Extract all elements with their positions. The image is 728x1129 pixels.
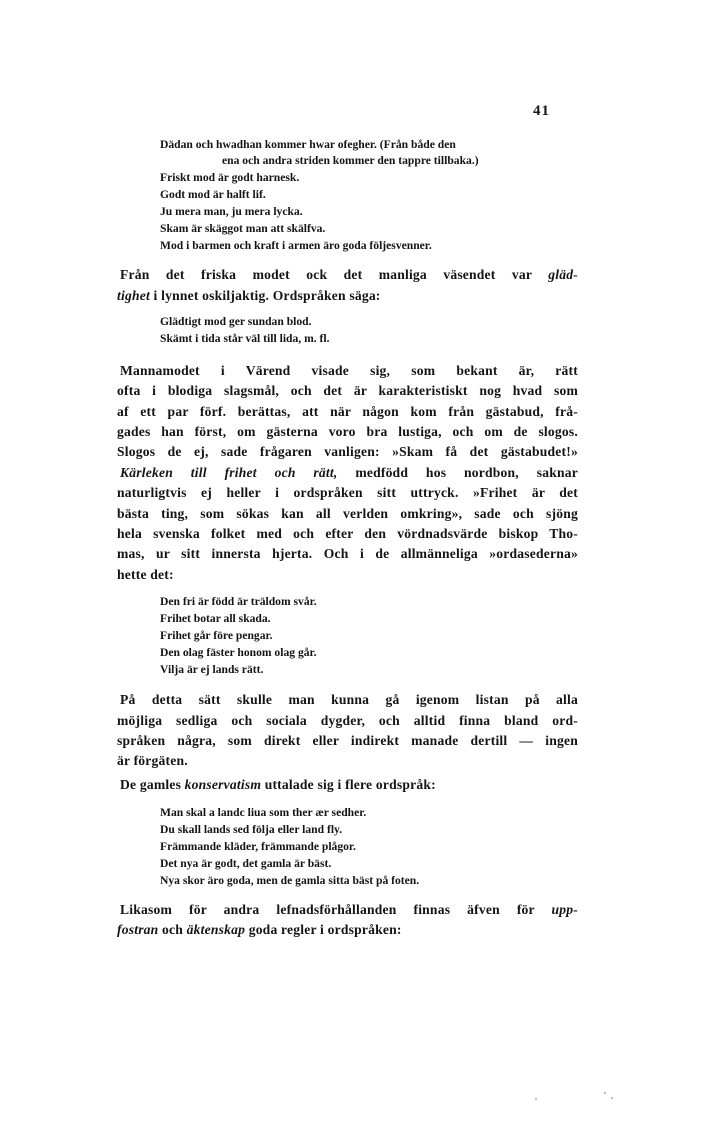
paragraph-line — [120, 464, 578, 482]
paragraph-line: af ett par förf. berättas, att när någon kom från gästabud, frå- — [117, 404, 578, 419]
paragraph-line — [117, 921, 402, 939]
paragraph-line — [120, 266, 578, 284]
proverb-line: Friskt mod är godt harnesk. — [160, 171, 300, 184]
proverb-line: Vilja är ej lands rätt. — [160, 663, 264, 676]
scan-speck — [611, 1097, 613, 1099]
proverb-line: Glädtigt mod ger sundan blod. — [160, 315, 312, 328]
emphasis: äktenskap — [186, 922, 246, 937]
emphasis: Kärleken till frihet och rätt, — [120, 465, 338, 480]
proverb-line: Ju mera man, ju mera lycka. — [160, 205, 303, 218]
paragraph-line: hela svenska folket med och efter den vördnadsvärde biskop Tho- — [117, 526, 578, 541]
emphasis: konservatism — [184, 777, 262, 792]
emphasis: tighet — [117, 288, 150, 303]
text: och — [158, 922, 187, 937]
paragraph-line: På detta sätt skulle man kunna gå igenom listan på alla — [120, 692, 578, 707]
proverb-line: Den fri är född är träldom svår. — [160, 595, 317, 608]
proverb-line: Främmande kläder, främmande plågor. — [160, 840, 356, 853]
paragraph-line — [120, 901, 578, 919]
text: De gamles — [120, 777, 185, 792]
proverb-line: Mod i barmen och kraft i armen äro goda följesvenner. — [160, 239, 432, 252]
proverb-line: Nya skor äro goda, men de gamla sitta bäst på foten. — [160, 874, 420, 887]
proverb-line: Den olag fäster honom olag går. — [160, 646, 317, 659]
paragraph-line: möjliga sedliga och sociala dygder, och alltid finna bland ord- — [117, 713, 578, 728]
text: Likasom för andra lefnadsförhållanden finnas äfven för — [120, 902, 552, 917]
proverb-line: ena och andra striden kommer den tappre tillbaka.) — [222, 154, 479, 167]
paragraph-line: Mannamodet i Värend visade sig, som bekant är, rätt — [120, 363, 578, 378]
proverb-line: Frihet botar all skada. — [160, 612, 271, 625]
paragraph-line — [120, 776, 436, 794]
paragraph-line: bästa ting, som sökas kan all verlden omkring», sade och sjöng — [117, 506, 578, 521]
paragraph-line: ofta i blodiga slagsmål, och det är karakteristiskt nog hvad som — [117, 383, 578, 398]
emphasis: fostran — [117, 922, 159, 937]
proverb-line: Skämt i tida står väl till lida, m. fl. — [160, 332, 330, 345]
text: Från det friska modet ock det manliga väsendet var — [120, 267, 549, 282]
emphasis: upp- — [551, 902, 578, 917]
paragraph-line: språken några, som direkt eller indirekt manade dertill — ingen — [117, 733, 578, 748]
paragraph-line: Slogos de ej, sade frågaren vanligen: »Skam få det gästabudet!» — [117, 444, 578, 459]
paragraph-line: hette det: — [117, 567, 174, 582]
paragraph-line: gades han först, om gästerna voro bra lustiga, och om de slogos. — [117, 424, 578, 439]
proverb-line: Det nya är godt, det gamla är bäst. — [160, 857, 332, 870]
page-number: 41 — [533, 103, 550, 119]
scan-speck — [604, 1092, 606, 1094]
proverb-line: Frihet går före pengar. — [160, 629, 273, 642]
proverb-line: Skam är skäggot man att skälfva. — [160, 222, 326, 235]
proverb-line: Man skal a landc liua som ther ær sedher. — [160, 806, 367, 819]
proverb-line: Du skall lands sed följa eller land fly. — [160, 823, 343, 836]
paragraph-line: mas, ur sitt innersta hjerta. Och i de allmänneliga »ordasederna» — [117, 546, 578, 561]
paragraph-line: är förgäten. — [117, 753, 188, 768]
proverb-line: Godt mod är halft lif. — [160, 188, 266, 201]
emphasis: gläd- — [548, 267, 578, 282]
text: i lynnet oskiljaktig. Ordspråken säga: — [149, 288, 381, 303]
proverb-line: Dädan och hwadhan kommer hwar ofegher. (Från både den — [160, 138, 456, 151]
text: uttalade sig i flere ordspråk: — [261, 777, 436, 792]
text: medfödd hos nordbon, saknar — [337, 465, 578, 480]
paragraph-line — [117, 287, 381, 305]
scan-speck — [535, 1098, 537, 1100]
paragraph-line: naturligtvis ej heller i ordspråken sitt uttryck. »Frihet är det — [117, 485, 578, 500]
text: goda regler i ordspråken: — [245, 922, 402, 937]
